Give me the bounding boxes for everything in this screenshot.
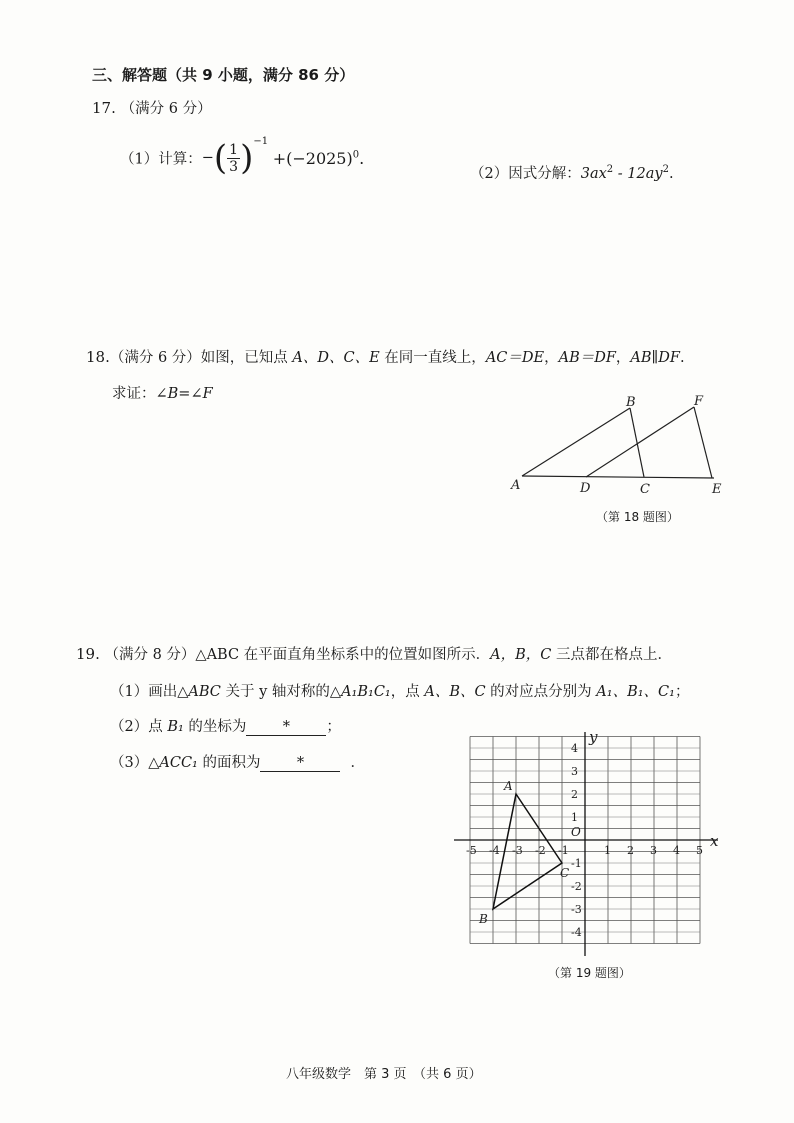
q19-p3-end: ． [350,755,365,771]
q17-part2-term2: - 12ay [613,166,663,182]
point-label-C: C [560,866,570,880]
q19-part1 [110,680,689,701]
line-AE [522,476,714,478]
q17-part1-rest-exponent: 0 [352,149,360,161]
q18-point-names: A、D、C、E [292,350,380,366]
y-tick-label: 3 [571,765,578,778]
q19-p2-answer-blank[interactable]: * [246,719,326,736]
q18-prove-label: 求证： [112,386,156,402]
q18-sep2: ， [615,350,631,366]
x-tick-label: -5 [466,844,477,857]
point-label-A: A [504,779,513,793]
label-C: C [640,482,650,497]
q19-p2-b: B₁ [167,719,184,735]
y-tick-label: 2 [571,788,578,801]
q19-p1-a: （1）画出△ [110,684,189,700]
q17-number-text: 17. [92,99,116,117]
q17-part1-rest: +(−2025) [272,148,353,168]
fraction-denominator: 3 [229,158,239,175]
q17-part1-end: . [359,148,365,168]
q19-p1-d: A₁B₁C₁ [341,684,391,700]
label-A: A [511,478,521,493]
q17-part2-term1: 3ax [580,166,607,182]
q19-text-a: （满分 8 分）△ABC 在平面直角坐标系中的位置如图所示． [104,647,491,663]
q19-p3-b: ACC₁ [159,755,198,771]
q17-part2-label: （2）因式分解： [470,166,581,182]
q19-caption: （第 19 题图） [548,966,631,980]
q17-part2-end: . [668,166,674,182]
q19-part3 [110,751,365,772]
q17-part2-exp2: 2 [662,164,669,176]
q18-cond3: AB∥DF [630,350,680,366]
y-tick-label: -2 [571,880,582,893]
q17-fraction [227,142,240,175]
q19-p3-c: 的面积为 [197,755,261,771]
point-label-B: B [479,912,488,926]
y-tick-label: -3 [571,903,582,916]
q19-p2-a: （2）点 [110,719,168,735]
q17-part1-label: （1）计算： [120,151,202,168]
q17-part1 [120,136,364,178]
q19-number: 19. [76,645,100,663]
q19-statement [76,643,672,664]
q17-part2 [470,162,674,183]
q18-cond1: AC＝DE [485,350,545,366]
fraction-numerator: 1 [229,141,239,158]
right-paren: ) [240,138,254,178]
x-tick-label: 3 [650,844,657,857]
q18-text-a: （满分 6 分）如图，已知点 [109,350,293,366]
q17-points: （满分 6 分） [120,101,212,117]
q19-p1-e: ，点 [390,684,425,700]
y-axis-label: y [589,728,598,746]
q17-part1-sign: − [201,150,214,166]
x-tick-label: 5 [696,844,703,857]
q19-p1-h: A₁、B₁、C₁ [596,684,675,700]
q17-part2-exp1: 2 [606,164,614,176]
q18-prove [112,382,213,403]
q19-part2 [110,715,341,736]
page-footer: 八年级数学 第 3 页 （共 6 页） [286,1067,482,1082]
q19-p1-g: 的对应点分别为 [485,684,597,700]
y-tick-label: -1 [571,857,582,870]
q18-number: 18. [86,348,110,366]
section-title: 三、解答题（共 9 小题，满分 86 分） [92,66,355,84]
line-FE [694,407,712,478]
label-B: B [626,395,636,410]
q18-text-b: 在同一直线上， [379,350,486,366]
line-DF [586,407,694,477]
q19-p1-f: A、B、C [424,684,486,700]
x-tick-label: -4 [489,844,500,857]
label-D: D [580,481,591,496]
x-axis-label: x [710,832,719,850]
line-BC [630,408,644,477]
q19-p3-answer-blank[interactable]: * [260,755,340,772]
q18-figure [500,390,740,502]
q19-text-c: 三点都在格点上． [551,647,673,663]
q17-part1-exponent: −1 [253,136,269,147]
q18-end: . [679,350,685,366]
x-tick-label: 1 [604,844,611,857]
q19-coordinate-grid [450,726,730,962]
q19-p1-i: ； [674,684,690,700]
q19-p1-c: 关于 y 轴对称的△ [220,684,342,700]
x-tick-label: -3 [512,844,523,857]
q19-p2-end: ； [326,719,341,735]
x-tick-label: 2 [627,844,634,857]
label-E: E [712,482,722,497]
label-F: F [694,394,704,409]
q19-p2-c: 的坐标为 [183,719,247,735]
y-tick-label: 4 [571,742,578,755]
q18-sep1: ， [544,350,559,366]
line-AB [522,408,630,476]
q18-prove-expr: ∠B=∠F [155,386,213,402]
q18-caption: （第 18 题图） [596,510,679,524]
origin-label: O [571,825,581,839]
y-tick-label: -4 [571,926,582,939]
q18-cond2: AB＝DF [558,350,616,366]
x-tick-label: 4 [673,844,680,857]
left-paren: ( [213,138,228,178]
y-tick-label: 1 [571,811,578,824]
x-tick-label: -1 [558,844,569,857]
q19-text-b: A，B，C [490,647,552,663]
x-tick-label: -2 [535,844,546,857]
q19-p1-b: ABC [188,684,221,700]
q19-p3-a: （3）△ [110,755,160,771]
q17-number [92,97,212,118]
q18-statement [86,346,685,367]
